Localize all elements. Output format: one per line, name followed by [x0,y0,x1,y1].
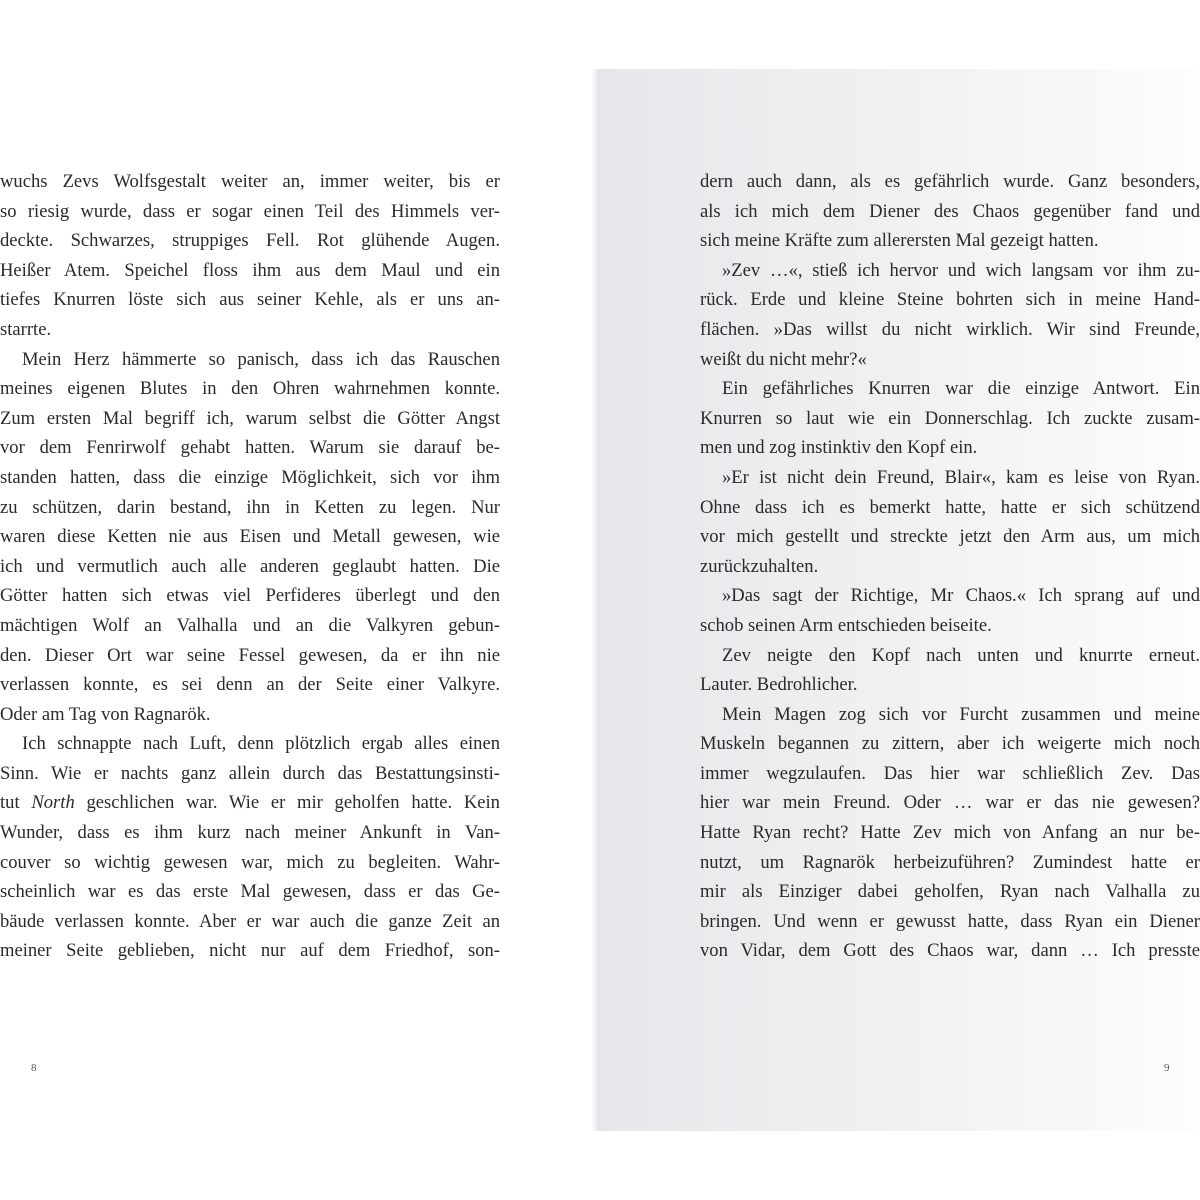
text-line: von Vidar, dem Gott des Chaos war, dann … Ich presste [700,940,1200,962]
right-page-text [700,167,1200,966]
text-line: Wunder, dass es ihm kurz nach meiner Ankunft in Van- [0,822,500,844]
text-line: Knurren so laut wie ein Donnerschlag. Ich zuckte zusam- [700,407,1200,429]
text-line: mir als Einziger dabei geholfen, Ryan nach Valhalla zu [700,881,1200,903]
left-page-text [0,167,500,966]
text-line: scheinlich war es das erste Mal gewesen, dass er das Ge- [0,881,500,903]
text-line: nutzt, um Ragnarök herbeizuführen? Zumindest hatte er [700,851,1200,873]
text-line: Ich schnappte nach Luft, denn plötzlich ergab alles einen [22,733,500,755]
text-line: Lauter. Bedrohlicher. [700,674,858,696]
text-line: meiner Seite geblieben, nicht nur auf dem Friedhof, son- [0,940,500,962]
text-line: weißt du nicht mehr?« [700,348,867,370]
text-line: zu schützen, darin bestand, ihn in Ketten zu legen. Nur [0,496,500,518]
text-line: Ein gefährliches Knurren war die einzige Antwort. Ein [722,378,1200,400]
text-line: wuchs Zevs Wolfsgestalt weiter an, immer weiter, bis er [0,171,500,192]
text-line: Mein Magen zog sich vor Furcht zusammen und meine [722,703,1200,725]
text-line: verlassen konnte, es sei denn an der Seite einer Valkyre. [0,674,500,696]
text-line: »Das sagt der Richtige, Mr Chaos.« Ich sprang auf und [722,585,1200,607]
text-line: mächtigen Wolf an Valhalla und an die Valkyren gebun- [0,614,500,636]
text-line: vor dem Fenrirwolf gehabt hatten. Warum sie darauf be- [0,437,500,459]
text-line: Oder am Tag von Ragnarök. [0,703,211,725]
text-line: starrte. [0,318,52,340]
text-line: sich meine Kräfte zum allerersten Mal gezeigt hatten. [700,230,1099,252]
text-line: men und zog instinktiv den Kopf ein. [700,437,978,459]
text-line: Zev neigte den Kopf nach unten und knurrte erneut. [722,644,1200,666]
text-line: tiefes Knurren löste sich aus seiner Kehle, als er uns an- [0,289,500,311]
text-line: bringen. Und wenn er gewusst hatte, dass Ryan ein Diener [700,910,1200,932]
text-line: Zum ersten Mal begriff ich, warum selbst die Götter Angst [0,407,500,429]
text-line: waren diese Ketten nie aus Eisen und Metall gewesen, wie [0,526,500,548]
text-line: Hatte Ryan recht? Hatte Zev mich von Anfang an nur be- [700,822,1200,844]
text-line: deckte. Schwarzes, struppiges Fell. Rot glühende Augen. [0,230,500,252]
text-line: flächen. »Das willst du nicht wirklich. Wir sind Freunde, [700,318,1200,340]
text-line [0,788,500,818]
text-line: Muskeln begannen zu zittern, aber ich weigerte mich noch [700,733,1200,755]
text-line: bäude verlassen konnte. Aber er war auch die ganze Zeit an [0,910,500,932]
text-line: ich und vermutlich auch alle anderen geglaubt hatten. Die [0,555,500,577]
text-line: Mein Herz hämmerte so panisch, dass ich das Rauschen [22,348,500,370]
text-line: immer wegzulaufen. Das hier war schließlich Zev. Das [700,762,1200,784]
text-fragment: geschlichen war. Wie er mir geholfen hatte. Kein [74,792,500,814]
text-line: Heißer Atem. Speichel floss ihm aus dem Maul und ein [0,259,500,281]
text-line: couver so wichtig gewesen war, mich zu begleiten. Wahr- [0,851,500,873]
text-line: »Zev …«, stieß ich hervor und wich langsam vor ihm zu- [722,259,1200,281]
text-line: schob seinen Arm entschieden beiseite. [700,614,992,636]
text-line: Götter hatten sich etwas viel Perfideres überlegt und den [0,585,500,607]
italic-title-north: North [31,792,75,814]
text-line: zurückzuhalten. [700,555,819,577]
text-line: dern auch dann, als es gefährlich wurde. Ganz besonders, [700,171,1200,192]
text-fragment: tut [0,792,32,814]
text-line: Sinn. Wie er nachts ganz allein durch das Bestattungsinsti- [0,762,500,784]
text-line: hier war mein Freund. Oder … war er das nie gewesen? [700,792,1200,814]
page-number-right: 9 [1164,1062,1170,1074]
text-line: rück. Erde und kleine Steine bohrten sich in meine Hand- [700,289,1200,311]
text-line: so riesig wurde, dass er sogar einen Teil des Himmels ver- [0,200,500,222]
text-line: »Er ist nicht dein Freund, Blair«, kam es leise von Ryan. [722,466,1200,488]
text-line: vor mich gestellt und streckte jetzt den Arm aus, um mich [700,526,1200,548]
text-line: Ohne dass ich es bemerkt hatte, hatte er sich schützend [700,496,1200,518]
text-line: meines eigenen Blutes in den Ohren wahrnehmen konnte. [0,378,500,400]
text-line: den. Dieser Ort war seine Fessel gewesen, da er ihn nie [0,644,500,666]
page-number-left: 8 [31,1062,37,1074]
text-line: als ich mich dem Diener des Chaos gegenüber fand und [700,200,1200,222]
text-line: standen hatten, dass die einzige Möglichkeit, sich vor ihm [0,466,500,488]
